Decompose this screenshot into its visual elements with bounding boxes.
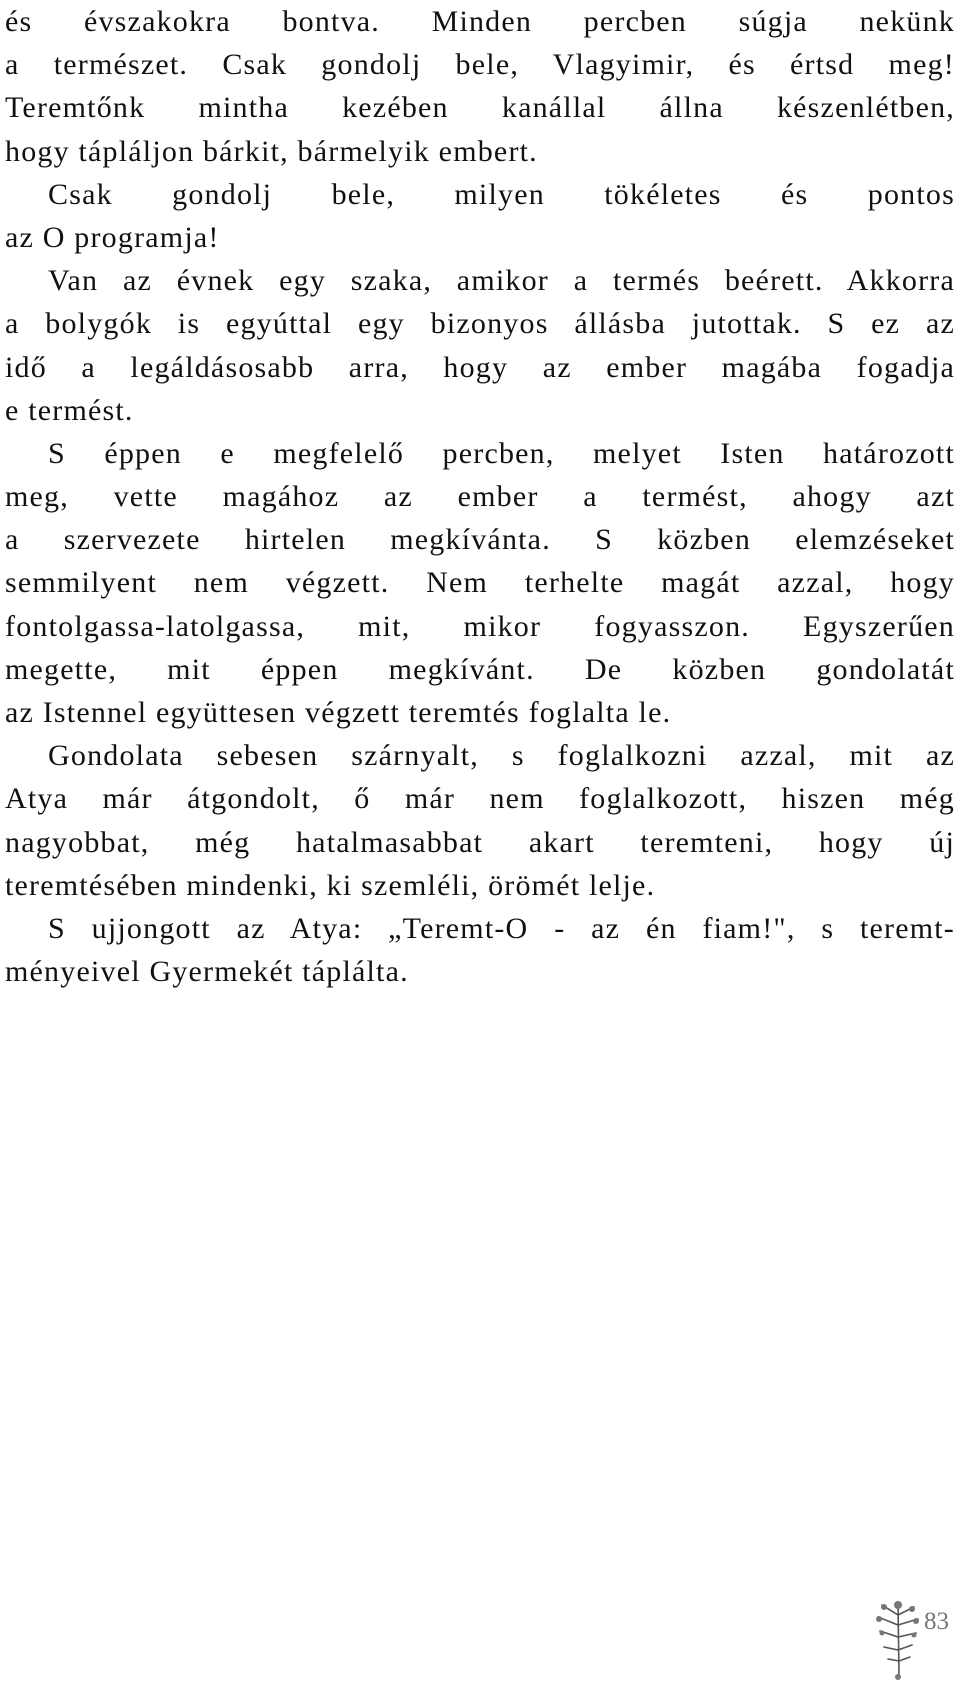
text-line: hogy tápláljon bárkit, bármelyik embert.: [5, 134, 538, 168]
text-line: Atya már átgondolt, ő már nem foglalkozott, hiszen még: [5, 782, 955, 816]
text-line: és évszakokra bontva. Minden percben súgja nekünk: [5, 5, 955, 38]
text-line: teremtésében mindenki, ki szemléli, örömét lelje.: [5, 868, 656, 902]
text-line: Gondolata sebesen szárnyalt, s foglalkozni azzal, mit az: [48, 739, 955, 773]
page-number: 83: [924, 1608, 949, 1635]
text-line: e termést.: [5, 393, 134, 427]
page-body-text: [5, 0, 955, 993]
pine-branch-ornament-icon: [868, 1595, 926, 1681]
text-line: a szervezete hirtelen megkívánta. S közben elemzéseket: [5, 523, 955, 557]
text-line: S ujjongott az Atya: „Teremt-O - az én fiam!", s teremt-: [48, 911, 955, 945]
text-line: a bolygók is egyúttal egy bizonyos állásba jutottak. S ez az: [5, 307, 955, 341]
text-line: megette, mit éppen megkívánt. De közben gondolatát: [5, 652, 955, 686]
text-line: Teremtőnk mintha kezében kanállal állna készenlétben,: [5, 91, 955, 125]
text-line: S éppen e megfelelő percben, melyet Isten határozott: [48, 436, 955, 470]
text-line: ményeivel Gyermekét táplálta.: [5, 955, 409, 989]
text-line: semmilyent nem végzett. Nem terhelte magát azzal, hogy: [5, 566, 955, 600]
text-line: Csak gondolj bele, milyen tökéletes és pontos: [48, 177, 955, 211]
text-line: idő a legáldásosabb arra, hogy az ember magába fogadja: [5, 350, 955, 384]
text-line: nagyobbat, még hatalmasabbat akart teremteni, hogy új: [5, 825, 955, 859]
text-line: a természet. Csak gondolj bele, Vlagyimir, és értsd meg!: [5, 48, 955, 82]
text-line: meg, vette magához az ember a termést, ahogy azt: [5, 480, 955, 514]
text-line: Van az évnek egy szaka, amikor a termés beérett. Akkorra: [48, 264, 955, 298]
text-line: az O programja!: [5, 220, 220, 254]
text-line: fontolgassa-latolgassa, mit, mikor fogyasszon. Egyszerűen: [5, 609, 955, 643]
text-line: az Istennel együttesen végzett teremtés foglalta le.: [5, 696, 672, 729]
